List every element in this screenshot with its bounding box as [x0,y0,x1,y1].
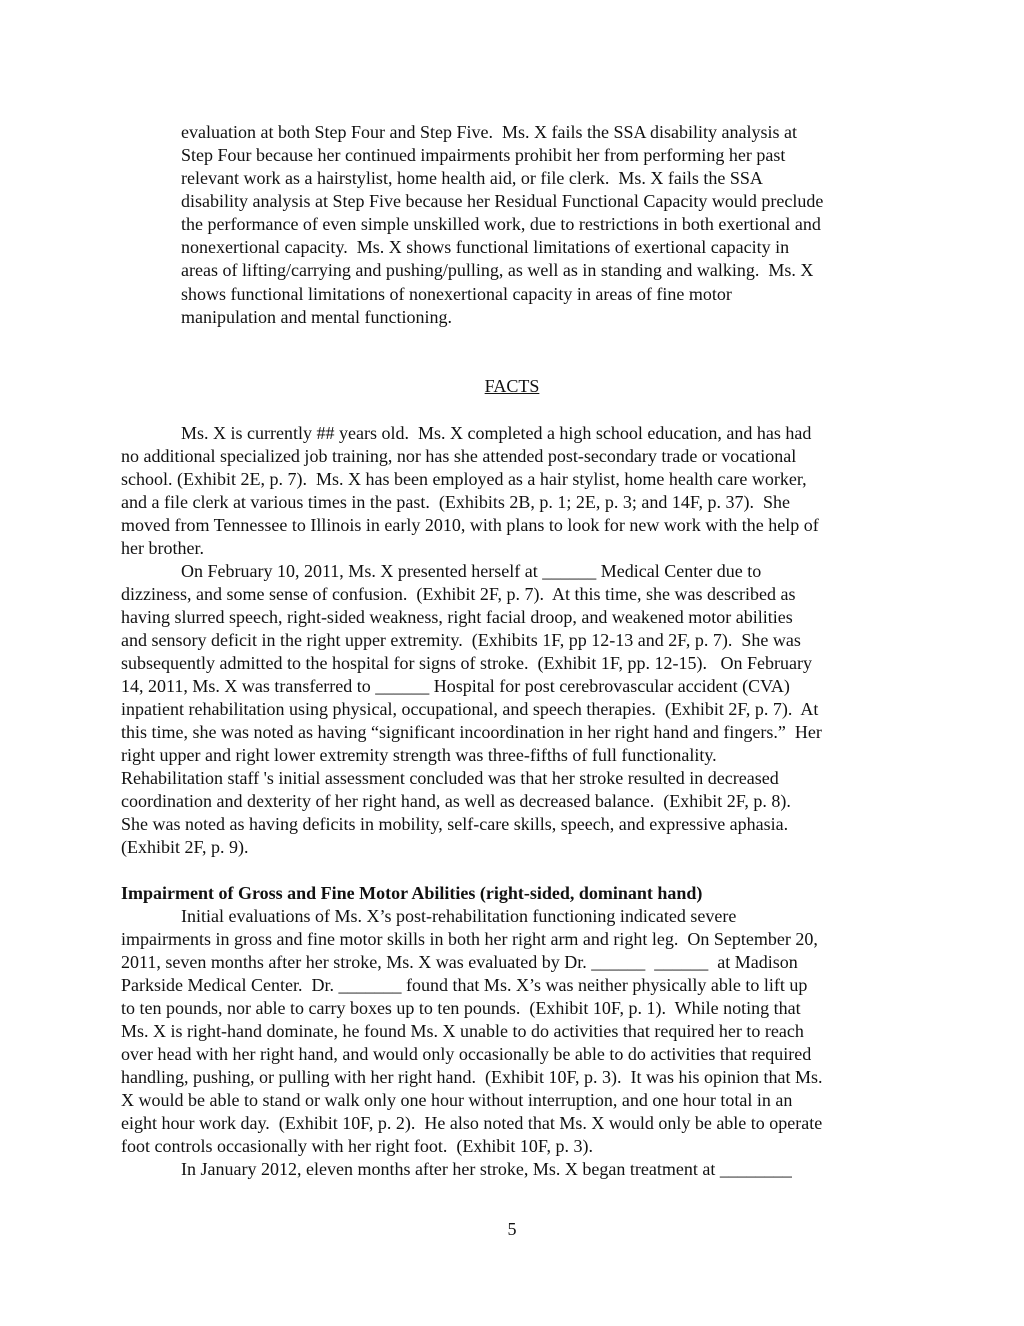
text-line: having slurred speech, right-sided weakness, right facial droop, and weakened motor abilities [121,607,793,627]
text-line: eight hour work day. (Exhibit 10F, p. 2). He also noted that Ms. X would only be able to operate [121,1113,823,1133]
text-line: (Exhibit 2F, p. 9). [121,837,249,857]
text-line: subsequently admitted to the hospital for signs of stroke. (Exhibit 1F, pp. 12-15). On February [121,653,812,673]
text-line: relevant work as a hairstylist, home health aid, or file clerk. Ms. X fails the SSA [181,168,763,188]
text-line: to ten pounds, nor able to carry boxes up to ten pounds. (Exhibit 10F, p. 1). While noting that [121,998,801,1018]
text-line: Initial evaluations of Ms. X’s post-rehabilitation functioning indicated severe [181,906,737,926]
text-line: inpatient rehabilitation using physical, occupational, and speech therapies. (Exhibit 2F, p. 7). At [121,699,819,719]
text-line: moved from Tennessee to Illinois in early 2010, with plans to look for new work with the help of [121,515,819,535]
text-line: right upper and right lower extremity strength was three-fifths of full functionality. [121,745,717,765]
text-line: this time, she was noted as having “significant incoordination in her right hand and fingers.” Her [121,722,822,742]
text-line: dizziness, and some sense of confusion. (Exhibit 2F, p. 7). At this time, she was described as [121,584,796,604]
text-line: school. (Exhibit 2E, p. 7). Ms. X has been employed as a hair stylist, home health care worker, [121,469,807,489]
text-line: her brother. [121,538,204,558]
text-line: Rehabilitation staff 's initial assessment concluded was that her stroke resulted in decreased [121,768,779,788]
text-line: over head with her right hand, and would only occasionally be able to do activities that required [121,1044,812,1064]
text-line: In January 2012, eleven months after her stroke, Ms. X began treatment at ________ [181,1159,792,1179]
text-line: evaluation at both Step Four and Step Five. Ms. X fails the SSA disability analysis at [181,122,797,142]
text-line: Ms. X is currently ## years old. Ms. X completed a high school education, and has had [181,423,812,443]
text-line: She was noted as having deficits in mobility, self-care skills, speech, and expressive aphasia. [121,814,789,834]
text-line: foot controls occasionally with her right foot. (Exhibit 10F, p. 3). [121,1136,593,1156]
text-line: 2011, seven months after her stroke, Ms. X was evaluated by Dr. ______ ______ at Madison [121,952,798,972]
section-heading: Impairment of Gross and Fine Motor Abilities (right-sided, dominant hand) [121,883,703,903]
text-line: nonexertional capacity. Ms. X shows functional limitations of exertional capacity in [181,237,790,257]
text-line: disability analysis at Step Five because her Residual Functional Capacity would preclude [181,191,824,211]
text-line: coordination and dexterity of her right hand, as well as decreased balance. (Exhibit 2F, p. 8). [121,791,791,811]
page-number: 5 [507,1219,517,1239]
facts-heading: FACTS [484,376,540,396]
text-line: Parkside Medical Center. Dr. _______ found that Ms. X’s was neither physically able to lift up [121,975,808,995]
text-line: Step Four because her continued impairments prohibit her from performing her past [181,145,786,165]
text-line: On February 10, 2011, Ms. X presented herself at ______ Medical Center due to [181,561,762,581]
text-line: areas of lifting/carrying and pushing/pulling, as well as in standing and walking. Ms. X [181,260,814,280]
text-line: Ms. X is right-hand dominate, he found Ms. X unable to do activities that required her to reach [121,1021,804,1041]
text-line: impairments in gross and fine motor skills in both her right arm and right leg. On September 20, [121,929,818,949]
text-line: shows functional limitations of nonexertional capacity in areas of fine motor [181,284,732,304]
text-line: 14, 2011, Ms. X was transferred to ______ Hospital for post cerebrovascular accident (CVA) [121,676,790,696]
text-line: manipulation and mental functioning. [181,307,452,327]
text-line: and sensory deficit in the right upper extremity. (Exhibits 1F, pp 12-13 and 2F, p. 7). She was [121,630,801,650]
text-line: the performance of even simple unskilled work, due to restrictions in both exertional and [181,214,821,234]
text-line: X would be able to stand or walk only one hour without interruption, and one hour total in an [121,1090,793,1110]
text-line: and a file clerk at various times in the past. (Exhibits 2B, p. 1; 2E, p. 3; and 14F, p. 37). She [121,492,790,512]
text-line: no additional specialized job training, nor has she attended post-secondary trade or vocational [121,446,797,466]
text-line: handling, pushing, or pulling with her right hand. (Exhibit 10F, p. 3). It was his opinion that Ms. [121,1067,823,1087]
